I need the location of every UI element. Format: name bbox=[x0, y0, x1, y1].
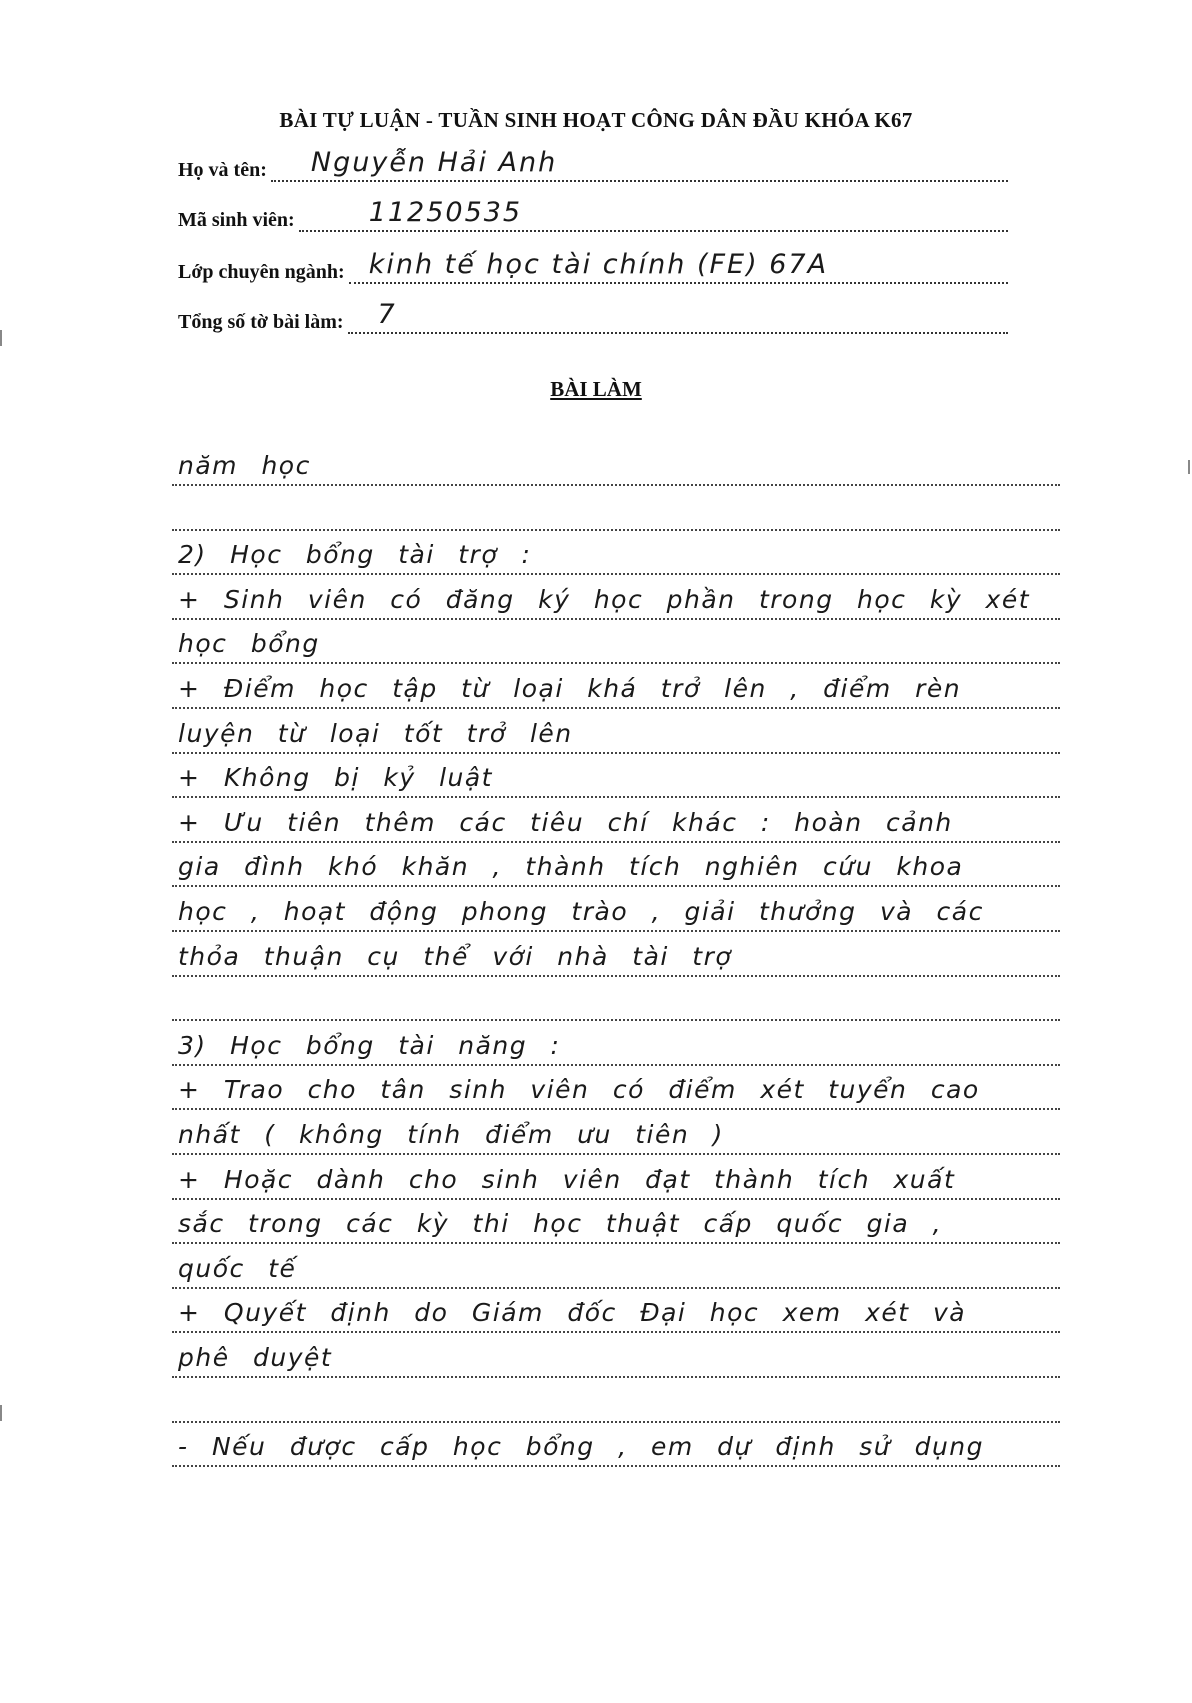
handwritten-class: kinh tế học tài chính (FE) 67A bbox=[368, 249, 829, 280]
field-blank bbox=[299, 197, 1008, 232]
ruled-line bbox=[172, 663, 1060, 709]
scan-mark bbox=[0, 330, 2, 346]
handwritten-text: sắc trong các kỳ thi học thuật cấp quốc gia , bbox=[178, 1209, 943, 1239]
ruled-line bbox=[172, 841, 1060, 887]
field-sheet-count bbox=[178, 299, 1008, 334]
handwritten-text: 3) Học bổng tài năng : bbox=[178, 1030, 561, 1060]
scan-mark bbox=[1188, 460, 1190, 474]
handwritten-text: phê duyệt bbox=[178, 1343, 333, 1372]
handwritten-name: Nguyễn Hải Anh bbox=[310, 147, 558, 178]
ruled-line bbox=[172, 1020, 1060, 1066]
handwritten-text: luyện từ loại tốt trở lên bbox=[178, 718, 573, 748]
handwritten-text: gia đình khó khăn , thành tích nghiên cứu khoa bbox=[178, 852, 964, 882]
handwritten-text: + Quyết định do Giám đốc Đại học xem xét và bbox=[178, 1298, 967, 1328]
field-blank bbox=[271, 147, 1008, 182]
handwritten-text: nhất ( không tính điểm ưu tiên ) bbox=[178, 1120, 724, 1149]
field-label: Họ và tên: bbox=[178, 159, 267, 181]
ruled-line bbox=[172, 752, 1060, 798]
handwritten-text: + Không bị kỷ luật bbox=[178, 763, 493, 793]
ruled-line bbox=[172, 1064, 1060, 1110]
field-student-id bbox=[178, 197, 1008, 232]
ruled-line bbox=[172, 975, 1060, 1021]
ruled-line bbox=[172, 708, 1060, 754]
handwritten-text: + Trao cho tân sinh viên có điểm xét tuyển cao bbox=[178, 1075, 980, 1105]
handwritten-text: quốc tế bbox=[178, 1253, 297, 1283]
field-label: Mã sinh viên: bbox=[178, 209, 295, 231]
ruled-line bbox=[172, 931, 1060, 977]
field-label: Lớp chuyên ngành: bbox=[178, 261, 345, 283]
handwritten-text: thỏa thuận cụ thể với nhà tài trợ bbox=[178, 941, 733, 971]
ruled-line bbox=[172, 886, 1060, 932]
ruled-line bbox=[172, 529, 1060, 575]
ruled-line bbox=[172, 618, 1060, 664]
ruled-line bbox=[172, 1287, 1060, 1333]
handwritten-sheet-count: 7 bbox=[377, 299, 397, 330]
ruled-line bbox=[172, 440, 1060, 486]
ruled-line bbox=[172, 485, 1060, 531]
handwritten-text: học , hoạt động phong trào , giải thưởng và các bbox=[178, 897, 984, 926]
handwritten-text: + Ưu tiên thêm các tiêu chí khác : hoàn cảnh bbox=[178, 807, 953, 837]
ruled-line bbox=[172, 1332, 1060, 1378]
handwritten-text: - Nếu được cấp học bổng , em dự định sử dụng bbox=[178, 1432, 985, 1462]
handwritten-text: 2) Học bổng tài trợ : bbox=[178, 540, 532, 570]
field-blank bbox=[349, 249, 1008, 284]
ruled-line bbox=[172, 797, 1060, 843]
field-blank bbox=[348, 299, 1008, 334]
handwritten-text: + Sinh viên có đăng ký học phần trong học kỳ xét bbox=[178, 584, 1031, 614]
ruled-line bbox=[172, 1243, 1060, 1289]
ruled-line bbox=[172, 1377, 1060, 1423]
ruled-line bbox=[172, 1109, 1060, 1155]
ruled-line bbox=[172, 1421, 1060, 1467]
handwritten-student-id: 11250535 bbox=[368, 197, 523, 228]
ruled-line bbox=[172, 1154, 1060, 1200]
ruled-line bbox=[172, 574, 1060, 620]
field-class bbox=[178, 249, 1008, 284]
scan-mark bbox=[0, 1405, 2, 1421]
handwritten-text: năm học bbox=[178, 451, 311, 480]
handwritten-text: học bổng bbox=[178, 629, 320, 659]
ruled-line bbox=[172, 1198, 1060, 1244]
field-full-name bbox=[178, 147, 1008, 182]
handwritten-text: + Điểm học tập từ loại khá trở lên , điểm rèn bbox=[178, 674, 962, 703]
handwritten-text: + Hoặc dành cho sinh viên đạt thành tích xuất bbox=[178, 1164, 956, 1194]
section-heading: BÀI LÀM bbox=[550, 377, 642, 401]
field-label: Tổng số tờ bài làm: bbox=[178, 311, 344, 333]
document-title: BÀI TỰ LUẬN - TUẦN SINH HOẠT CÔNG DÂN ĐẦU KHÓA K67 bbox=[279, 108, 913, 132]
